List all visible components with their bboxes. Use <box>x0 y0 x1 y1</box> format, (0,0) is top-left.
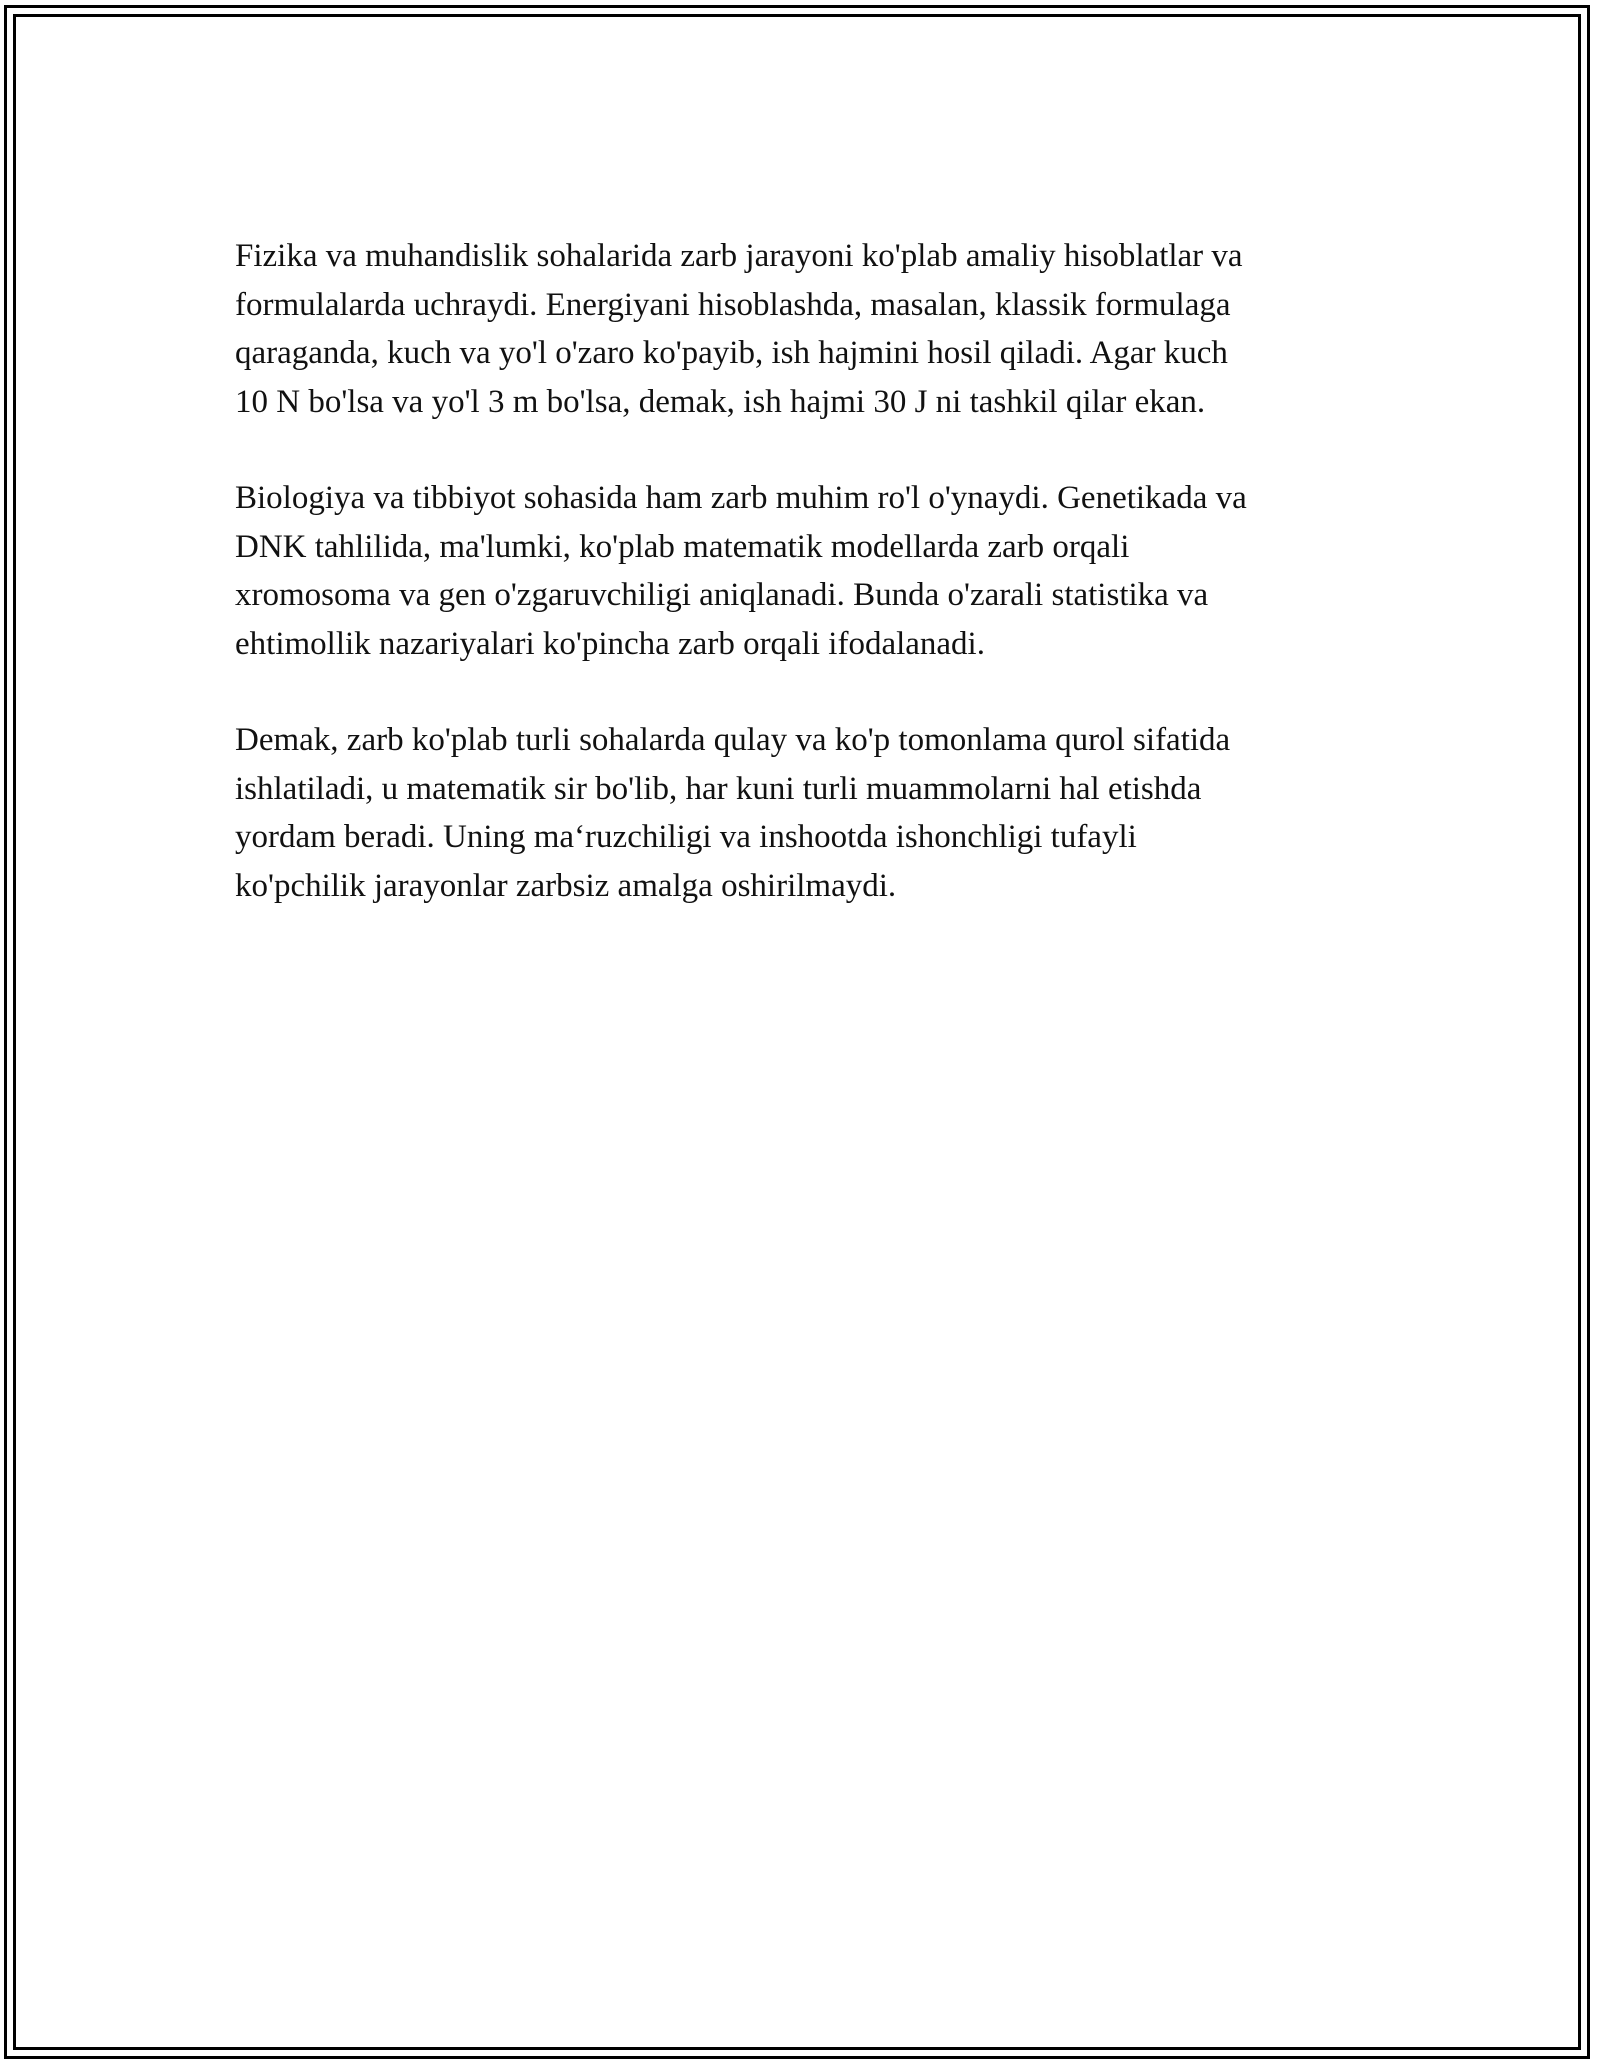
paragraph-biology: Biologiya va tibbiyot sohasida ham zarb muhim ro'l o'ynaydi. Genetikada va DNK tahlilida, ma'lumki, ko'plab matematik modellarda zarb orqali xromosoma va gen o'zgaruvchiligi aniqlanadi. Bunda o'zarali statistika va ehtimollik nazariyalari ko'pincha zarb orqali ifodalanadi. <box>235 480 1247 662</box>
paragraph-physics: Fizika va muhandislik sohalarida zarb jarayoni ko'plab amaliy hisoblatlar va formulalarda uchraydi. Energiyani hisoblashda, masalan, klassik formulaga qaraganda, kuch va yo'l o'zaro ko'payib, ish hajmini hosil qiladi. Agar kuch 10 N bo'lsa va yo'l 3 m bo'lsa, demak, ish hajmi 30 J ni tashkil qilar ekan. <box>235 238 1243 420</box>
document-body <box>235 232 1375 958</box>
paragraph-conclusion: Demak, zarb ko'plab turli sohalarda qulay va ko'p tomonlama qurol sifatida ishlatiladi, u matematik sir bo'lib, har kuni turli muammolarni hal etishda yordam beradi. Uning ma‘ruzchiligi va inshootda ishonchligi tufayli ko'pchilik jarayonlar zarbsiz amalga oshirilmaydi. <box>235 722 1231 904</box>
